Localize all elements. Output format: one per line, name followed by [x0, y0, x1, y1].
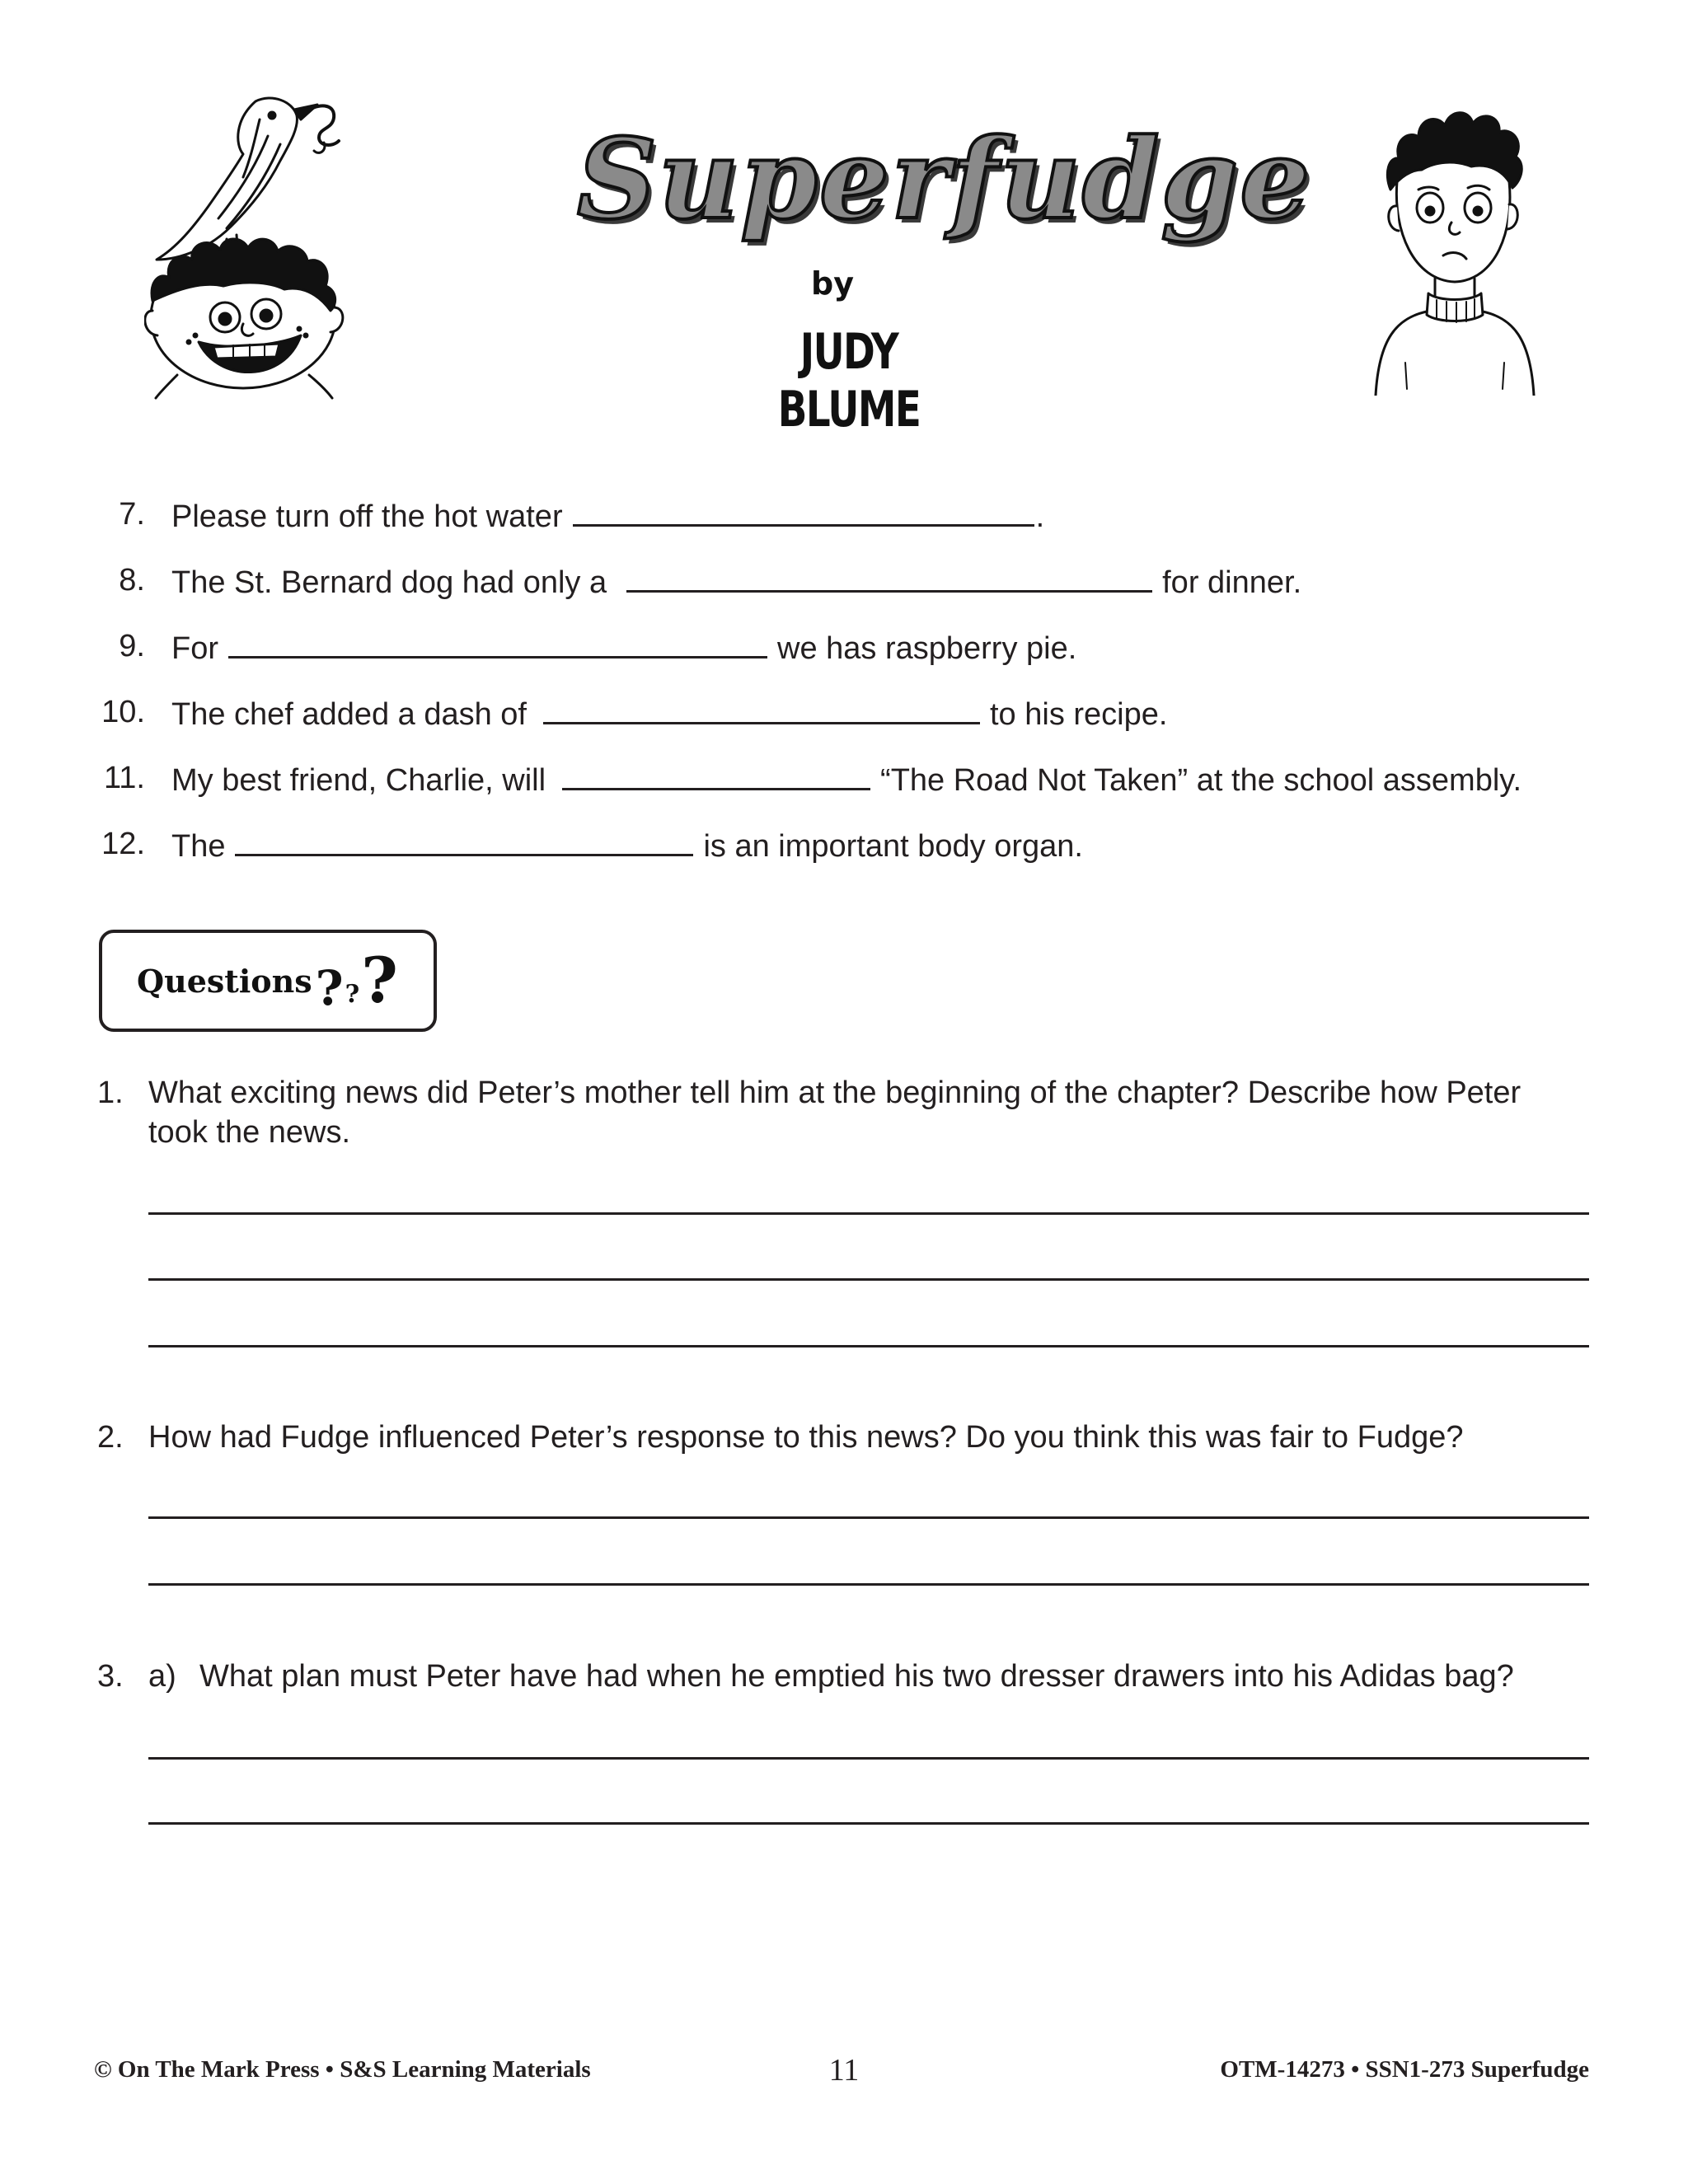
vocab-item-9 — [0, 621, 1688, 671]
answer-line[interactable] — [148, 1278, 1589, 1281]
bird-on-boy-icon — [144, 95, 392, 400]
answer-line[interactable] — [148, 1516, 1589, 1519]
answer-line[interactable] — [148, 1757, 1589, 1760]
question-3a-text: What plan must Peter have had when he emptied his two dresser drawers into his Adidas bag? — [199, 1659, 1514, 1694]
answer-blank[interactable] — [228, 621, 767, 658]
item-number: 9. — [119, 629, 145, 663]
answer-blank[interactable] — [543, 687, 980, 724]
item-number: 8. — [119, 563, 145, 598]
sentence-end: for dinner. — [1162, 565, 1302, 600]
question-2-text: How had Fudge influenced Peter’s response to this news? Do you think this was fair to Fudge? — [148, 1420, 1464, 1455]
item-number: 12. — [101, 827, 145, 861]
byline: by — [811, 265, 854, 302]
sentence-end: we has raspberry pie. — [777, 631, 1077, 666]
sentence-start: Please turn off the hot water — [171, 499, 563, 534]
sentence-end: . — [1035, 499, 1045, 534]
sentence-end: is an important body organ. — [703, 829, 1083, 864]
answer-line[interactable] — [148, 1822, 1589, 1825]
page-title: Superfudge — [577, 114, 1312, 244]
questions-label: Questions — [137, 962, 312, 1000]
sentence-start: The — [171, 829, 226, 864]
footer-product-code: OTM-14273 • SSN1-273 Superfudge — [1220, 2056, 1589, 2083]
questions-badge — [99, 930, 437, 1032]
item-number: 11. — [103, 761, 145, 795]
item-number: 10. — [101, 695, 145, 729]
vocab-item-11 — [0, 753, 1688, 803]
answer-line[interactable] — [148, 1583, 1589, 1586]
sentence-start: For — [171, 631, 218, 666]
vocab-item-10 — [0, 687, 1688, 737]
footer-publisher: © On The Mark Press • S&S Learning Materials — [94, 2056, 591, 2083]
question-number: 2. — [97, 1420, 124, 1455]
answer-line[interactable] — [148, 1212, 1589, 1215]
sentence-start: The St. Bernard dog had only a — [171, 565, 607, 600]
vocab-item-8 — [0, 555, 1688, 605]
vocab-item-12 — [0, 819, 1688, 869]
sentence-start: The chef added a dash of — [171, 697, 527, 732]
sentence-end: “The Road Not Taken” at the school assembly. — [880, 763, 1522, 798]
author-name: JUDY BLUME — [777, 323, 921, 438]
answer-blank[interactable] — [626, 555, 1152, 593]
answer-blank[interactable] — [235, 819, 693, 856]
answer-line[interactable] — [148, 1345, 1589, 1347]
answer-blank[interactable] — [573, 490, 1034, 527]
sentence-end: to his recipe. — [990, 697, 1168, 732]
worried-boy-icon — [1372, 91, 1537, 396]
sub-question-label: a) — [148, 1659, 176, 1694]
question-number: 3. — [97, 1659, 124, 1694]
vocab-item-7 — [0, 490, 1688, 539]
item-number: 7. — [119, 497, 145, 532]
sentence-start: My best friend, Charlie, will — [171, 763, 546, 798]
answer-blank[interactable] — [562, 753, 870, 790]
question-1-text: What exciting news did Peter’s mother tell him at the beginning of the chapter? Describe how Peter took the news. — [148, 1076, 1522, 1150]
question-marks-icon: ? ? ? — [315, 944, 398, 1017]
question-number: 1. — [97, 1076, 124, 1110]
page-number: 11 — [828, 2053, 860, 2088]
